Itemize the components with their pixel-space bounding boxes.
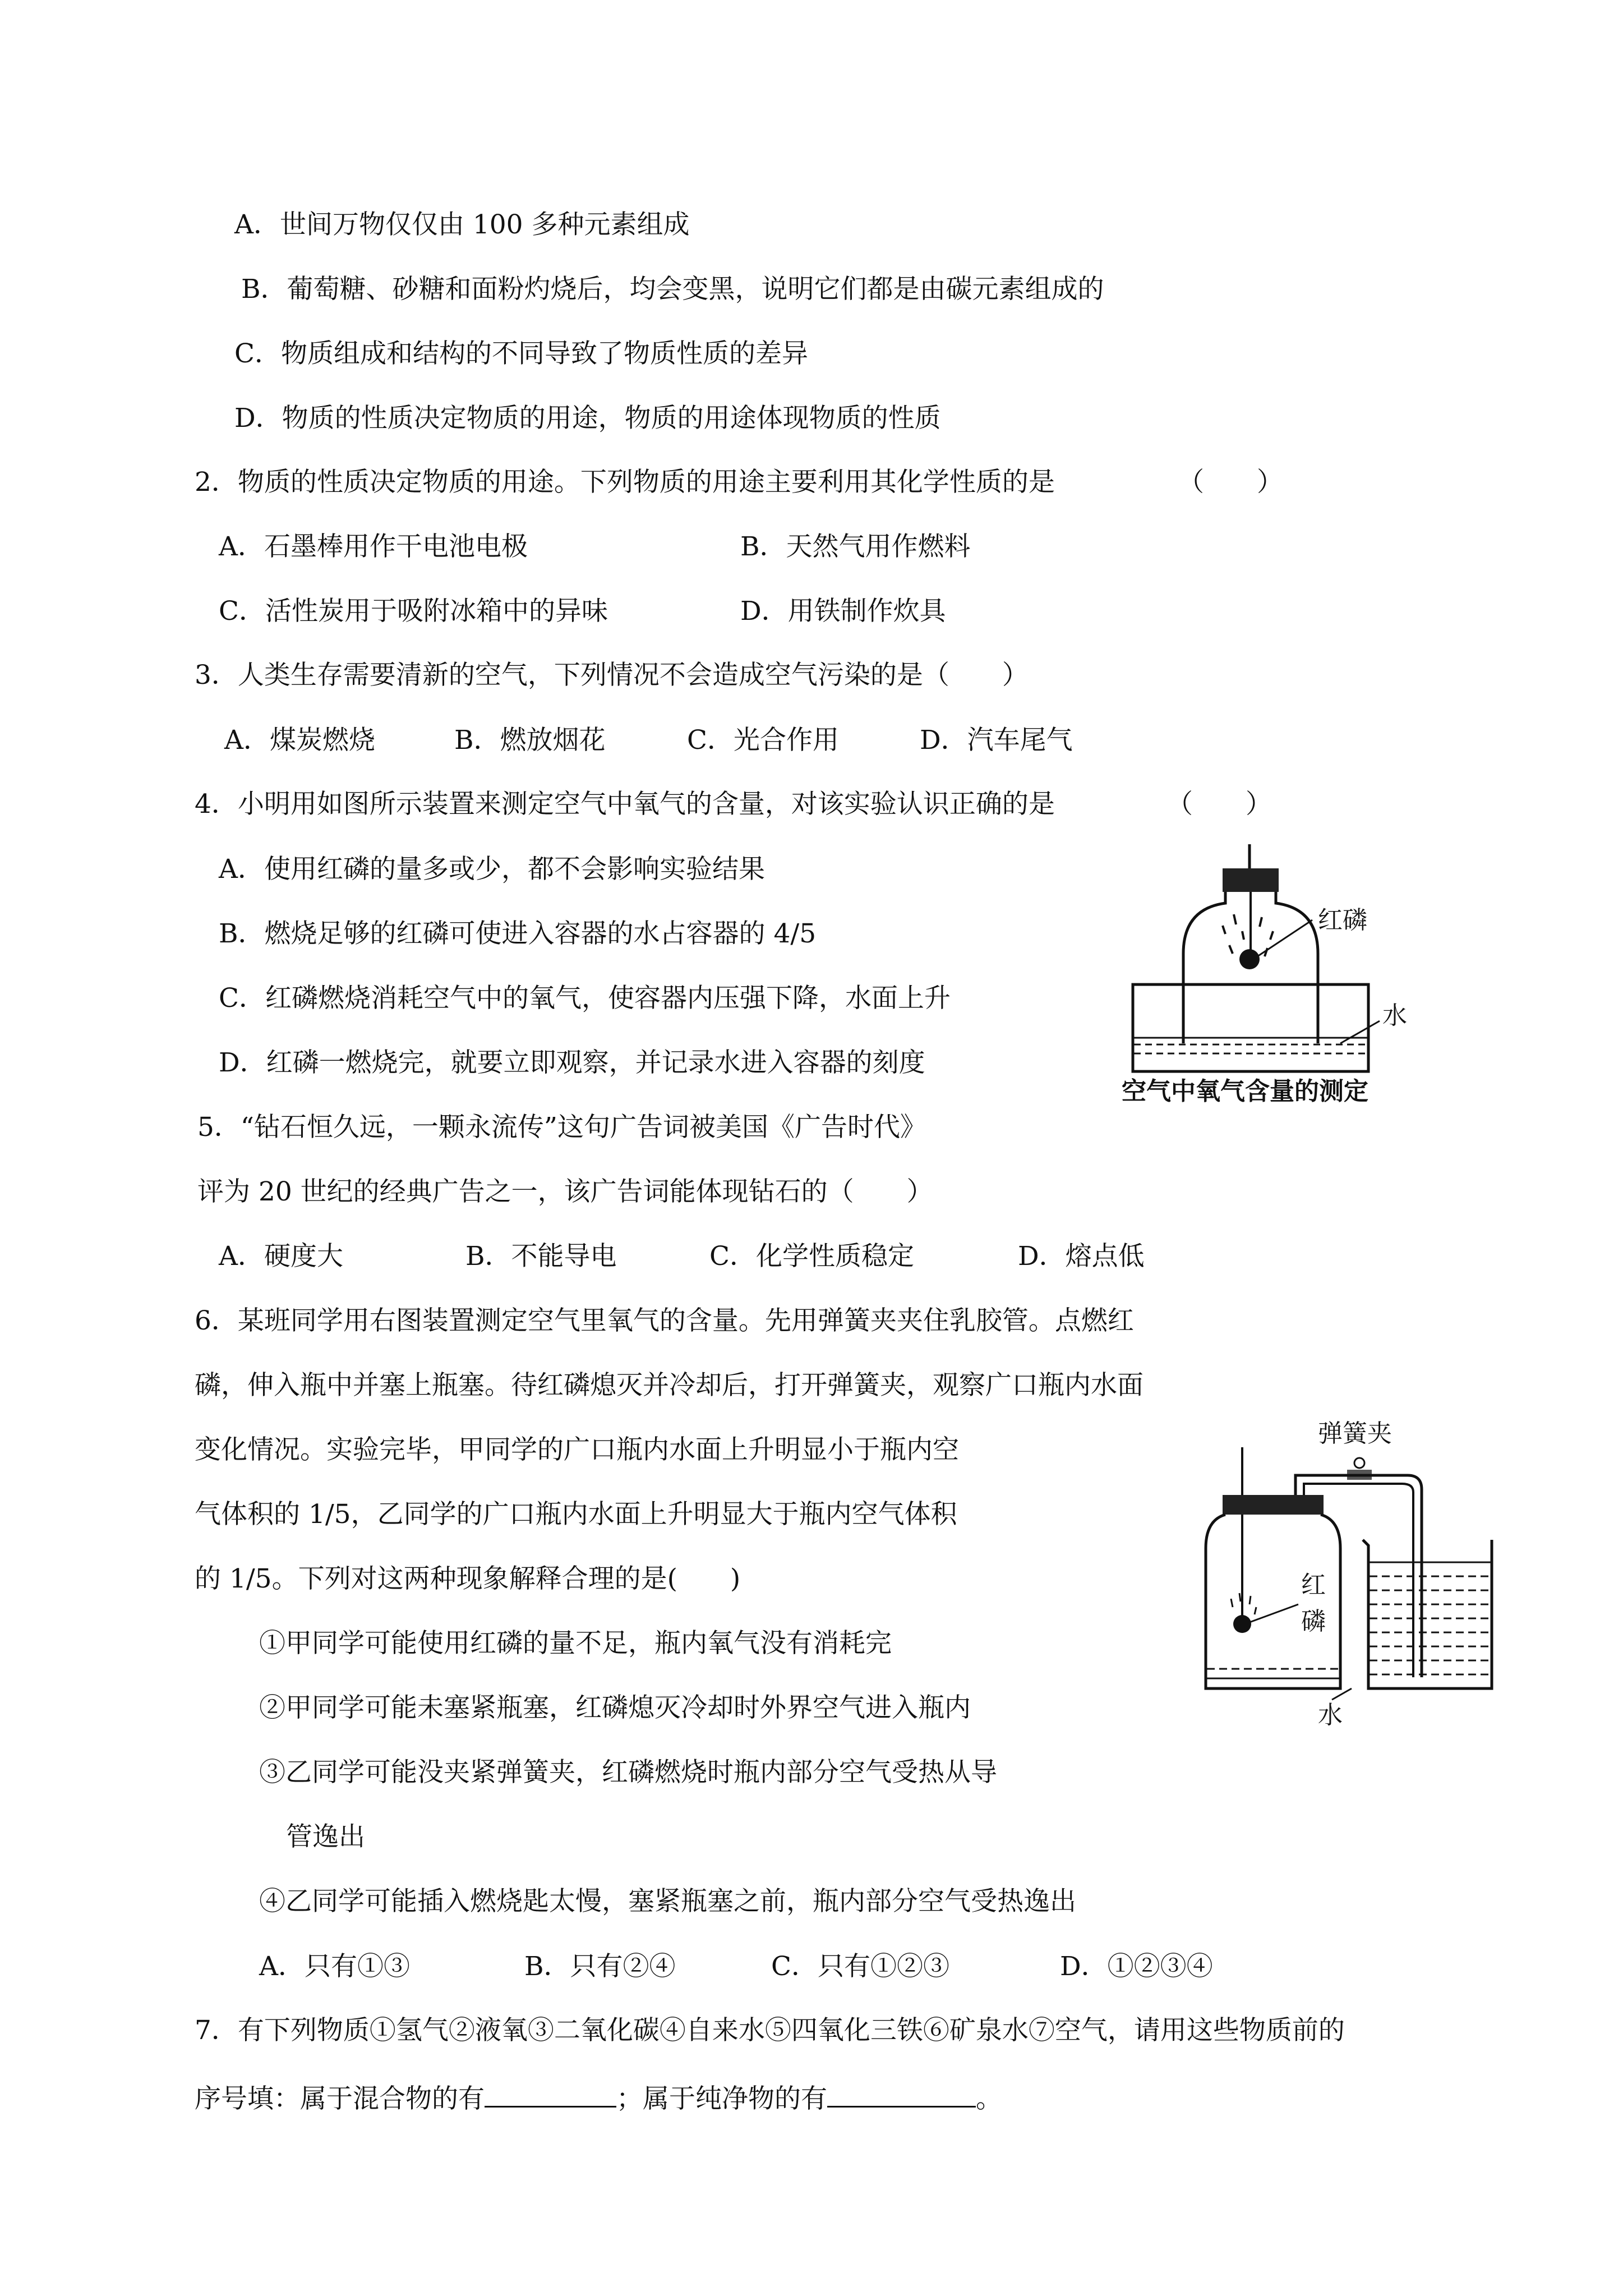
q3-option-a: A．煤炭燃烧 (224, 725, 375, 756)
q6-option-a: A．只有①③ (259, 1951, 410, 1982)
q7-pure-prompt: ；属于纯净物的有 (616, 2083, 827, 2114)
q7-line-2 (195, 2079, 1002, 2116)
q6-stem-line-5: 的 1/5。下列对这两种现象解释合理的是( ) (195, 1563, 741, 1594)
q1-option-b: B．葡萄糖、砂糖和面粉灼烧后，均会变黑，说明它们都是由碳元素组成的 (241, 274, 1104, 305)
q6-statement-2: ②甲同学可能未塞紧瓶塞，红磷熄灭冷却时外界空气进入瓶内 (259, 1692, 971, 1723)
q5-option-a: A．硬度大 (219, 1241, 343, 1272)
q4-answer-paren: （ ） (1166, 789, 1272, 820)
q7-end-mark: 。 (976, 2083, 1002, 2114)
mixture-answer-blank[interactable] (485, 2079, 616, 2108)
figure-caption: 空气中氧气含量的测定 (1122, 1077, 1368, 1106)
q2-option-a: A．石墨棒用作干电池电极 (219, 531, 528, 562)
q6-option-d: D．①②③④ (1060, 1951, 1213, 1982)
q6-option-b: B．只有②④ (524, 1951, 676, 1982)
red-label: 红 (1301, 1571, 1326, 1599)
q6-stem-line-1: 6．某班同学用右图装置测定空气里氧气的含量。先用弹簧夹夹住乳胶管。点燃红 (195, 1305, 1134, 1336)
pure-substance-answer-blank[interactable] (827, 2079, 976, 2108)
q2-answer-paren: （ ） (1178, 467, 1283, 498)
q6-statement-1: ①甲同学可能使用红磷的量不足，瓶内氧气没有消耗完 (259, 1628, 892, 1659)
q2-option-d: D．用铁制作炊具 (740, 596, 946, 627)
q4-option-d: D．红磷一燃烧完，就要立即观察，并记录水进入容器的刻度 (219, 1047, 925, 1078)
q5-option-c: C．化学性质稳定 (709, 1241, 914, 1272)
phosphorus-label: 磷 (1301, 1607, 1326, 1636)
q2-option-b: B．天然气用作燃料 (740, 531, 971, 562)
q6-stem-line-4: 气体积的 1/5，乙同学的广口瓶内水面上升明显大于瓶内空气体积 (195, 1499, 957, 1530)
q7-mixture-prompt: 序号填：属于混合物的有 (195, 2083, 485, 2114)
q1-option-d: D．物质的性质决定物质的用途，物质的用途体现物质的性质 (234, 403, 941, 434)
q4-stem: 4．小明用如图所示装置来测定空气中氧气的含量，对该实验认识正确的是 (195, 789, 1055, 820)
water-label-q6: 水 (1318, 1701, 1343, 1728)
q4-option-a: A．使用红磷的量多或少，都不会影响实验结果 (219, 854, 765, 885)
spring-clip-apparatus-figure (1200, 1414, 1514, 1728)
q5-stem-line-2: 评为 20 世纪的经典广告之一，该广告词能体现钻石的（ ） (197, 1176, 933, 1207)
q3-option-b: B．燃放烟花 (454, 725, 606, 756)
q3-option-c: C．光合作用 (687, 725, 839, 756)
q4-option-b: B．燃烧足够的红磷可使进入容器的水占容器的 4/5 (219, 918, 817, 949)
q6-stem-line-2: 磷，伸入瓶中并塞上瓶塞。待红磷熄灭并冷却后，打开弹簧夹，观察广口瓶内水面 (195, 1370, 1144, 1401)
q6-option-c: C．只有①②③ (771, 1951, 949, 1982)
q6-statement-4: ④乙同学可能插入燃烧匙太慢，塞紧瓶塞之前，瓶内部分空气受热逸出 (259, 1886, 1076, 1917)
q7-line-1: 7．有下列物质①氢气②液氧③二氧化碳④自来水⑤四氧化三铁⑥矿泉水⑦空气，请用这些物质前的 (195, 2015, 1345, 2046)
q3-option-d: D．汽车尾气 (920, 725, 1073, 756)
q6-statement-3-cont: 管逸出 (286, 1821, 365, 1852)
spring-clip-label: 弹簧夹 (1318, 1419, 1392, 1448)
q5-stem-line-1: 5．“钻石恒久远，一颗永流传”这句广告词被美国《广告时代》 (197, 1112, 926, 1143)
q2-option-c: C．活性炭用于吸附冰箱中的异味 (219, 596, 608, 627)
q1-option-c: C．物质组成和结构的不同导致了物质性质的差异 (234, 338, 808, 369)
q3-stem: 3．人类生存需要清新的空气，下列情况不会造成空气污染的是（ ） (195, 660, 1029, 691)
q6-statement-3: ③乙同学可能没夹紧弹簧夹，红磷燃烧时瓶内部分空气受热从导 (259, 1757, 997, 1788)
q1-option-a: A．世间万物仅仅由 100 多种元素组成 (234, 209, 690, 240)
q5-option-d: D．熔点低 (1018, 1241, 1145, 1272)
q6-stem-line-3: 变化情况。实验完毕，甲同学的广口瓶内水面上升明显小于瓶内空 (195, 1434, 959, 1465)
q5-option-b: B．不能导电 (465, 1241, 617, 1272)
red-phosphorus-label: 红磷 (1318, 906, 1367, 935)
oxygen-measurement-apparatus-figure (1099, 841, 1413, 1111)
water-label: 水 (1382, 1001, 1407, 1030)
q4-option-c: C．红磷燃烧消耗空气中的氧气，使容器内压强下降，水面上升 (219, 983, 951, 1014)
q2-stem: 2．物质的性质决定物质的用途。下列物质的用途主要利用其化学性质的是 (195, 467, 1055, 498)
